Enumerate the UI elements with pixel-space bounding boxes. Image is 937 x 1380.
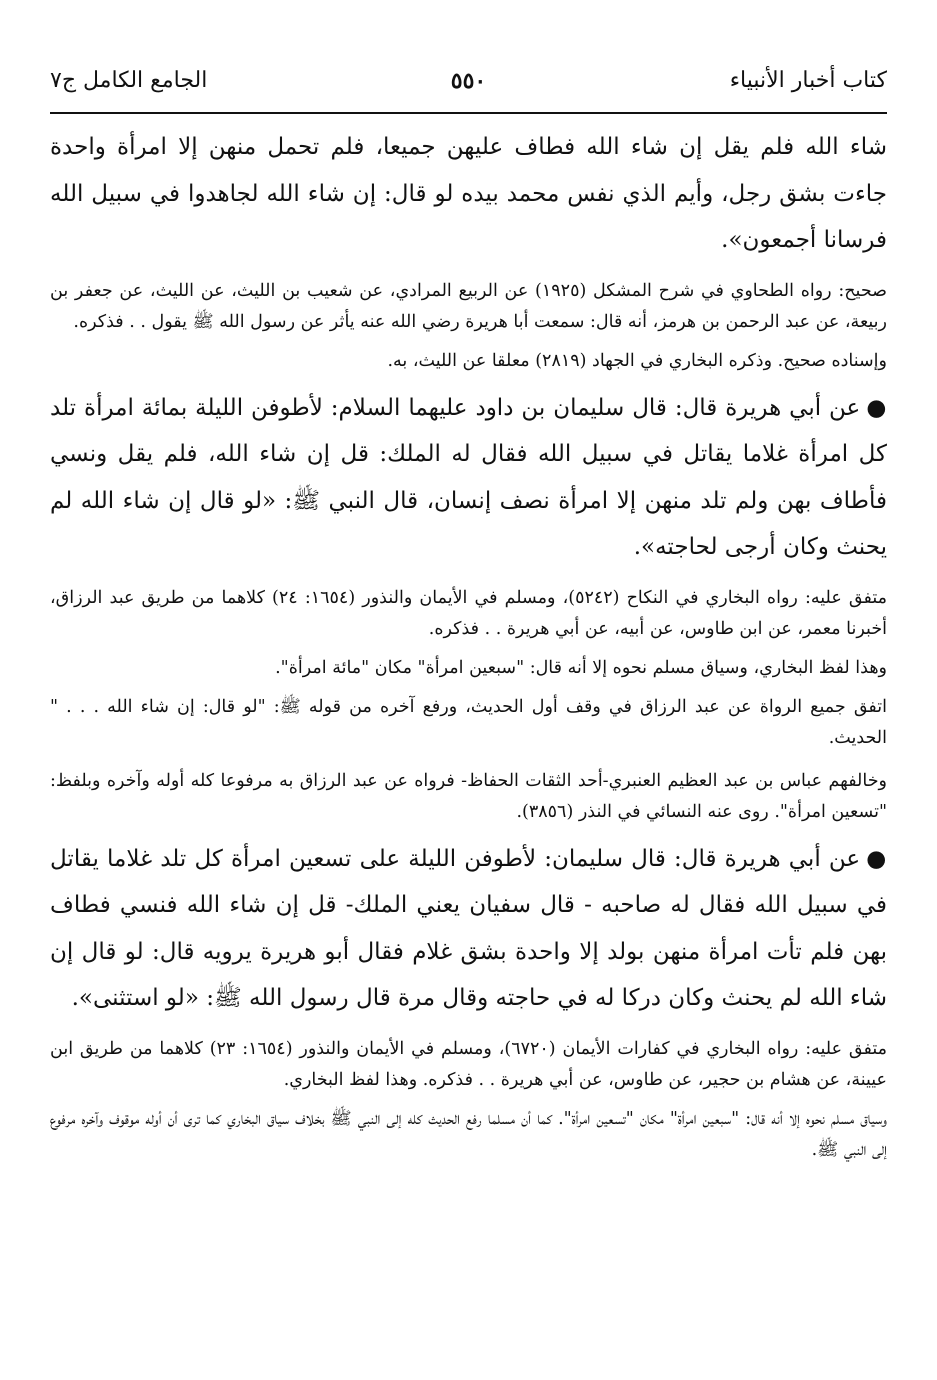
takhrij-note xyxy=(50,653,887,684)
takhrij-note xyxy=(50,1034,887,1096)
hadith-paragraph xyxy=(50,124,887,264)
note-text: متفق عليه: رواه البخاري في كفارات الأيمان (٦٧٢٠)، ومسلم في الأيمان والنذور (١٦٥٤: ٢٣) كلاهما من طريق ابن عيينة، عن هشام بن حجير، عن طاوس، عن أبي هريرة . . فذكره. وهذا لفظ البخاري. xyxy=(50,1038,887,1090)
page-body xyxy=(50,124,887,1166)
page-header xyxy=(50,58,887,98)
note-text: وسياق مسلم نحوه إلا أنه قال: "سبعين امرأة" مكان "تسعين امرأة". كما أن مسلما رفع الحديث كله إلى النبي ﷺ بخلاف سياق البخاري كما ترى أن أوله موقوف وآخره مرفوع إلى النبي ﷺ. xyxy=(50,1108,887,1160)
note-text: متفق عليه: رواه البخاري في النكاح (٥٢٤٢)، ومسلم في الأيمان والنذور (١٦٥٤: ٢٤) كلاهما من طريق عبد الرزاق، أخبرنا معمر، عن ابن طاوس، عن أبيه، عن أبي هريرة . . فذكره. xyxy=(50,587,887,639)
book-title: كتاب أخبار الأنبياء xyxy=(729,68,887,93)
hadith-text: شاء الله فلم يقل إن شاء الله فطاف عليهن جميعا، فلم تحمل منهن إلا امرأة واحدة جاءت بشق رجل، وأيم الذي نفس محمد بيده لو قال: إن شاء الله لجاهدوا في سبيل الله فرسانا أجمعون». xyxy=(50,134,887,253)
bullet-icon: ● xyxy=(866,844,887,872)
takhrij-note xyxy=(50,1104,887,1166)
note-text: وخالفهم عباس بن عبد العظيم العنبري-أحد الثقات الحفاظ- فرواه عن عبد الرزاق به مرفوعا كله أوله وآخره وبلفظ: "تسعين امرأة". روى عنه النسائي في النذر (٣٨٥٦). xyxy=(50,770,887,822)
bullet-icon: ● xyxy=(866,393,887,421)
hadith-text: عن أبي هريرة قال: قال سليمان: لأطوفن الليلة على تسعين امرأة كل تلد غلاما يقاتل في سبيل الله فقال له صاحبه - قال سفيان يعني الملك- قل إن شاء الله فنسي فطاف بهن فلم تأت امرأة منهن بولد إلا واحدة بشق غلام فقال أبو هريرة يرويه قال: لو قال إن شاء الله لم يحنث وكان دركا له في حاجته وقال مرة قال رسول الله ﷺ: «لو استثنى». xyxy=(50,845,887,1011)
takhrij-note xyxy=(50,583,887,645)
hadith-paragraph xyxy=(50,385,887,571)
takhrij-note xyxy=(50,346,887,377)
takhrij-note xyxy=(50,692,887,754)
header-divider xyxy=(50,112,887,114)
note-text: وهذا لفظ البخاري، وسياق مسلم نحوه إلا أنه قال: "سبعين امرأة" مكان "مائة امرأة". xyxy=(275,657,887,678)
takhrij-note xyxy=(50,766,887,828)
note-text: اتفق جميع الرواة عن عبد الرزاق في وقف أول الحديث، ورفع آخره من قوله ﷺ: "لو قال: إن شاء الله . . . " الحديث. xyxy=(50,696,887,748)
volume-title: الجامع الكامل ج٧ xyxy=(50,68,208,93)
hadith-text: عن أبي هريرة قال: قال سليمان بن داود عليهما السلام: لأطوفن الليلة بمائة امرأة تلد كل امرأة غلاما يقاتل في سبيل الله فقال له الملك: قل إن شاء الله، فلم يقل ونسي فأطاف بهن ولم تلد منهن إلا امرأة نصف إنسان، قال النبي ﷺ: «لو قال إن شاء الله لم يحنث وكان أرجى لحاجته». xyxy=(50,394,887,560)
page-number: ٥٥٠ xyxy=(450,68,487,94)
page xyxy=(50,58,887,1166)
hadith-paragraph xyxy=(50,836,887,1022)
note-text: صحيح: رواه الطحاوي في شرح المشكل (١٩٢٥) عن الربيع المرادي، عن شعيب بن الليث، عن الليث، عن جعفر بن ربيعة، عن عبد الرحمن بن هرمز، أنه قال: سمعت أبا هريرة رضي الله عنه يأثر عن رسول الله ﷺ يقول . . فذكره. xyxy=(50,280,887,332)
takhrij-note xyxy=(50,276,887,338)
note-text: وإسناده صحيح. وذكره البخاري في الجهاد (٢٨١٩) معلقا عن الليث، به. xyxy=(387,350,887,371)
